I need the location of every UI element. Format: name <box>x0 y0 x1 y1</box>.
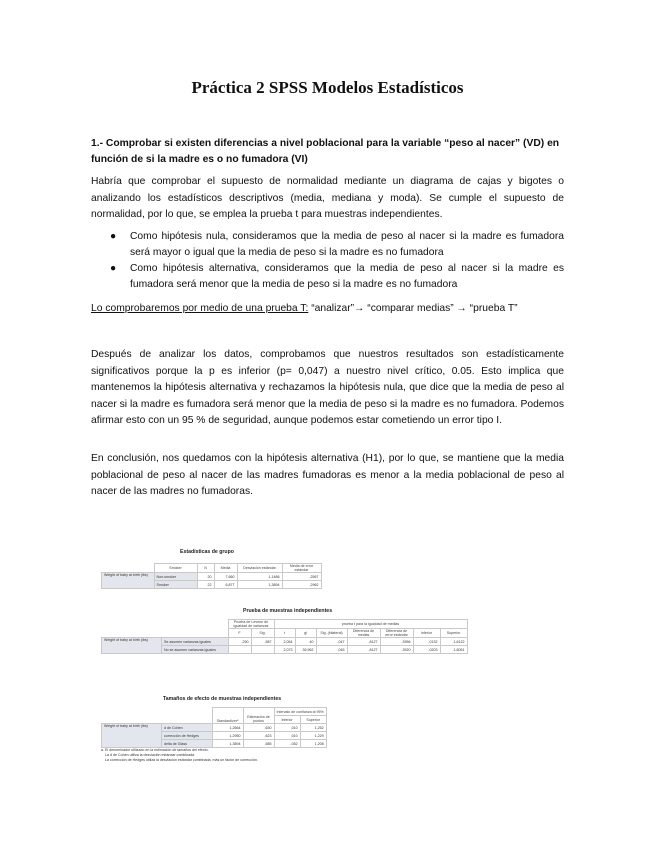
table-row: delta de Glass 1,3894 ,585 -,052 1,208 <box>102 740 327 748</box>
group-stats-caption: Estadísticas de grupo <box>180 549 234 555</box>
effect-caption: Tamaños de efecto de muestras independientes <box>163 696 282 702</box>
page-title: Práctica 2 SPSS Modelos Estadísticos <box>191 78 464 97</box>
paragraph-conclusion: En conclusión, nos quedamos con la hipótesis alternativa (H1), por lo que, se mantiene que la media poblacional de peso al nacer de las madres fumadoras es menor a la media poblacional de peso al nacer de las madres no fumadoras. <box>91 453 564 497</box>
hypotheses-list <box>91 229 564 293</box>
ttest-table: Prueba de Levene de igualdad de varianzas prueba t para la igualdad de medias F Sig. t gl Sig. (bilateral) Diferencia de medias Diferencia de error estándar Inferior Superior Weight of baby at birth (lbs) Se asumen varianzas iguales ,290 ,587 2,054 40 ,047 ,8127 ,3956 ,0132 1,6122 No se asumen varianzas iguales 2,073 39,962 ,045 ,8127 ,3920 ,0203 1,6051 <box>101 619 468 654</box>
footnote: a. El denominador utilizado en la estimación de tamaños del efecto. <box>101 748 209 752</box>
list-item <box>91 229 564 261</box>
bullet-icon: ● <box>110 263 117 274</box>
table-row: Weight of baby at birth (lbs) Non-smoker 20 7,660 1,1486 ,2567 <box>102 573 322 581</box>
group-stats-table: Smoker N Media Desviación estándar Media de error estándar Weight of baby at birth (lbs) Non-smoker 20 7,660 1,1486 ,2567 Smoker 22 6,877 1,3894 ,2962 <box>101 563 322 589</box>
effect-table: Standardizerᵃ Estimación de puntos Intervalo de confianza al 95% Inferior Superior Weight of baby at birth (lbs) d de Cohen 1,2664 ,630 ,010 1,252 corrección de Hedges 1,2950 ,623 ,010 1,229 delta de Glass 1,3894 ,585 -,052 1,208 <box>101 707 327 748</box>
list-item <box>91 261 564 293</box>
table-row: Smoker 22 6,877 1,3894 ,2962 <box>102 581 322 589</box>
hypothesis-null: Como hipótesis nula, consideramos que la media de peso al nacer si la madre es fumadora será mayor o igual que la media de peso si la madre es no fumadora <box>130 231 564 258</box>
paragraph-results: Después de analizar los datos, comprobamos que nuestros resultados son estadísticamente significativos porque la p es inferior (p= 0,047) a nuestro nivel crítico, 0.05. Esto implica que mantenemos la hipótesis alternativa y rechazamos la hipótesis nula, que dice que la media de peso al nacer si la madre es fumadora será menor que la media de peso si la madre es no fumadora. Podemos afirmar esto con un 95 % de seguridad, aunque podemos estar cometiendo un error tipo I. <box>91 349 564 426</box>
question-heading: 1.- Comprobar si existen diferencias a nivel poblacional para la variable “peso al nacer” (VD) en función de si la madre es o no fumadora (VI) <box>91 138 560 165</box>
bullet-icon: ● <box>110 231 117 242</box>
table-row: Weight of baby at birth (lbs) d de Cohen 1,2664 ,630 ,010 1,252 <box>102 724 327 732</box>
procedure-path: “analizar”→ “comparar medias” → “prueba T” <box>308 303 518 314</box>
ttest-caption: Prueba de muestras independientes <box>243 608 333 614</box>
table-row: Weight of baby at birth (lbs) Se asumen varianzas iguales ,290 ,587 2,054 40 ,047 ,8127 ,3956 ,0132 1,6122 <box>102 638 468 646</box>
table-row: No se asumen varianzas iguales 2,073 39,962 ,045 ,8127 ,3920 ,0203 1,6051 <box>102 646 468 654</box>
hypothesis-alternative: Como hipótesis alternativa, consideramos que la media de peso al nacer si la madre es fumadora será menor que la media de peso si la madre es no fumadora <box>130 263 564 290</box>
effect-footnotes <box>101 748 258 763</box>
procedure-line <box>91 301 518 317</box>
paragraph-normality: Habría que comprobar el supuesto de normalidad mediante un diagrama de cajas y bigotes o analizando los estadísticos descriptivos (media, mediana y moda). Se cumple el supuesto de normalidad, por lo que, se emplea la prueba t para muestras independientes. <box>91 176 564 220</box>
table-row: corrección de Hedges 1,2950 ,623 ,010 1,229 <box>102 732 327 740</box>
spss-output <box>95 545 555 762</box>
footnote: La corrección de Hedges utiliza la desviación estándar combinada, más un factor de corrección. <box>105 758 258 762</box>
footnote: La d de Cohen utiliza la desviación estándar combinada. <box>105 753 196 757</box>
procedure-underlined: Lo comprobaremos por medio de una prueba T: <box>91 303 309 314</box>
